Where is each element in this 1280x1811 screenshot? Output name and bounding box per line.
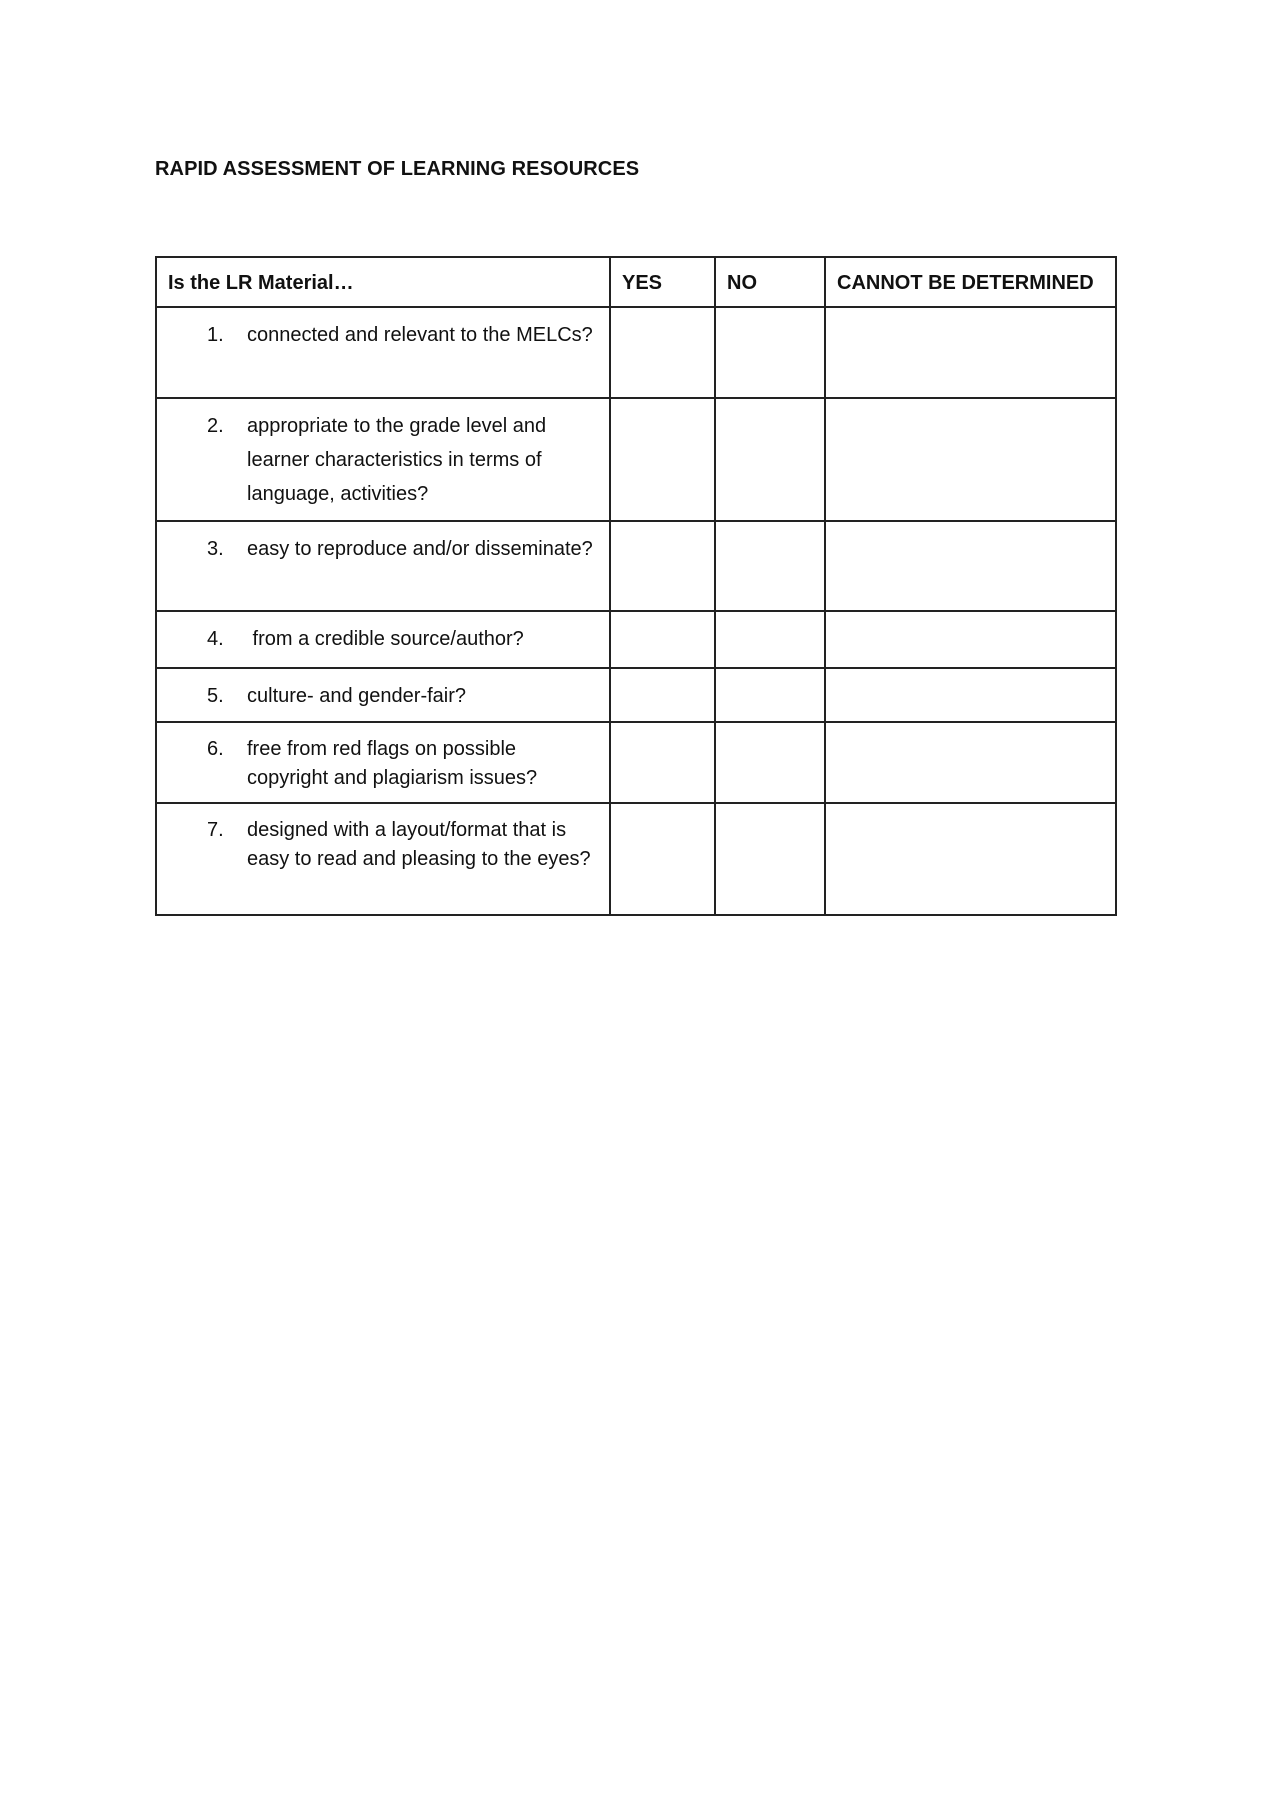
criterion-cell: [156, 611, 610, 668]
cannot-be-determined-cell[interactable]: [825, 521, 1116, 611]
item-text: connected and relevant to the MELCs?: [247, 324, 593, 346]
criterion-cell: [156, 398, 610, 521]
item-number: 2.: [207, 415, 224, 437]
yes-cell[interactable]: [610, 722, 715, 803]
cannot-be-determined-cell[interactable]: [825, 722, 1116, 803]
yes-cell[interactable]: [610, 307, 715, 398]
item-text: culture- and gender-fair?: [247, 685, 467, 707]
yes-cell[interactable]: [610, 668, 715, 722]
page-title: RAPID ASSESSMENT OF LEARNING RESOURCES: [155, 158, 640, 180]
criterion-cell: [156, 521, 610, 611]
header-cannot-be-determined: CANNOT BE DETERMINED: [825, 257, 1116, 307]
table-row: [156, 611, 1116, 668]
item-text: from a credible source/author?: [247, 628, 524, 650]
header-yes: YES: [610, 257, 715, 307]
no-cell[interactable]: [715, 803, 825, 915]
item-number: 1.: [207, 324, 224, 346]
item-number: 7.: [207, 819, 224, 841]
yes-cell[interactable]: [610, 611, 715, 668]
table-row: [156, 398, 1116, 521]
table-row: [156, 521, 1116, 611]
criterion-cell: [156, 722, 610, 803]
item-number: 3.: [207, 538, 224, 560]
criterion-cell: [156, 307, 610, 398]
table-header-row: [156, 257, 1116, 307]
no-cell[interactable]: [715, 611, 825, 668]
table-row: [156, 307, 1116, 398]
item-text: appropriate to the grade level and learner characteristics in terms of language, activities?: [247, 415, 547, 505]
criterion-cell: [156, 668, 610, 722]
cannot-be-determined-cell[interactable]: [825, 398, 1116, 521]
table-row: [156, 722, 1116, 803]
yes-cell[interactable]: [610, 803, 715, 915]
table-row: [156, 803, 1116, 915]
cannot-be-determined-cell[interactable]: [825, 307, 1116, 398]
item-number: 5.: [207, 685, 224, 707]
item-number: 6.: [207, 738, 224, 760]
assessment-table: [155, 256, 1117, 916]
no-cell[interactable]: [715, 668, 825, 722]
item-number: 4.: [207, 628, 224, 650]
no-cell[interactable]: [715, 722, 825, 803]
cannot-be-determined-cell[interactable]: [825, 668, 1116, 722]
no-cell[interactable]: [715, 521, 825, 611]
cannot-be-determined-cell[interactable]: [825, 803, 1116, 915]
criterion-cell: [156, 803, 610, 915]
table-row: [156, 668, 1116, 722]
item-text: designed with a layout/format that is easy to read and pleasing to the eyes?: [247, 819, 591, 870]
header-no: NO: [715, 257, 825, 307]
item-text: easy to reproduce and/or disseminate?: [247, 538, 593, 560]
yes-cell[interactable]: [610, 398, 715, 521]
no-cell[interactable]: [715, 398, 825, 521]
no-cell[interactable]: [715, 307, 825, 398]
header-criterion: Is the LR Material…: [156, 257, 610, 307]
yes-cell[interactable]: [610, 521, 715, 611]
cannot-be-determined-cell[interactable]: [825, 611, 1116, 668]
item-text: free from red flags on possible copyright and plagiarism issues?: [247, 738, 538, 789]
